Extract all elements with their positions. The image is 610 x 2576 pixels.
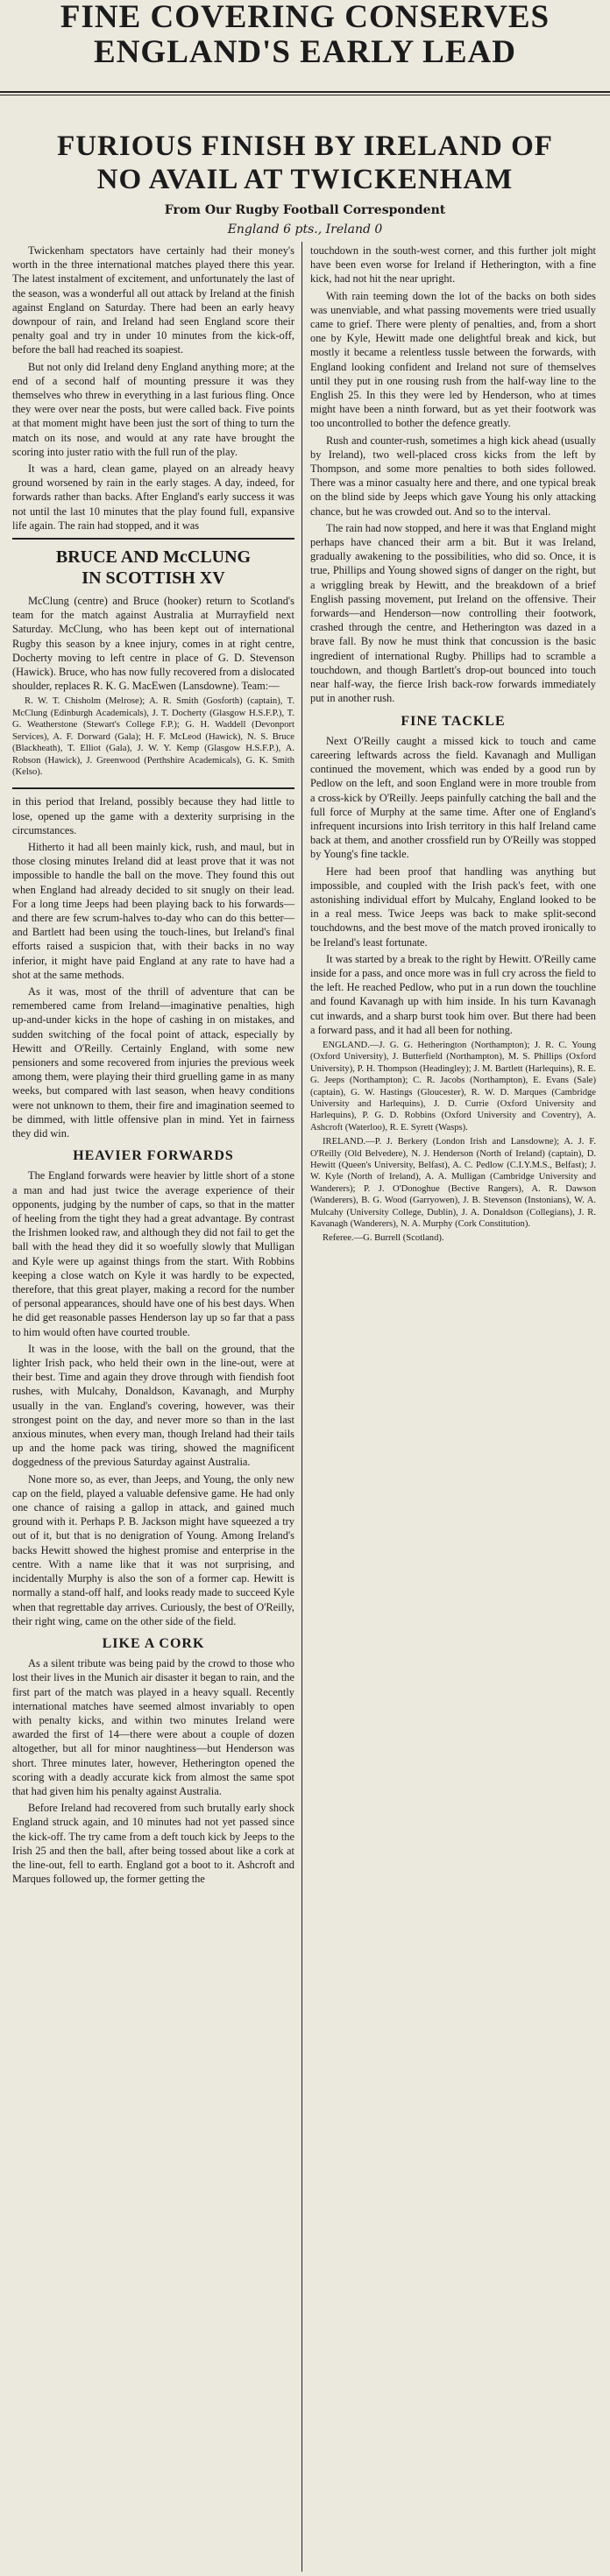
subheadline-line-1: FURIOUS FINISH BY IRELAND OF: [57, 131, 553, 162]
subheading-like-a-cork: LIKE A CORK: [102, 1635, 205, 1651]
paragraph: It was in the loose, with the ball on the ground, that the lighter Irish pack, who held their own in the line-out, were at their best. Time and again they drove through with fiendish foot rushes, with Mulcahy, Donaldson, Kavanagh, and Murphy usually in the van. England's covering, however, was their strongest point on the day, and never more so than in the last anxious minutes, when every man, though Ireland had their tails up and the home pack was tiring, showed the magnificent doggedness of the previous Saturday against Australia.: [12, 1342, 294, 1469]
subheadline: [0, 130, 610, 196]
box-paragraph: McClung (centre) and Bruce (hooker) return to Scotland's team for the match against Australia at Murrayfield next Saturday. McClung, who has been kept out of international Rugby this season by a knee injury, comes in at right centre, Docherty moving to left centre in place of G. D. Stevenson (Hawick). Bruce, who has now fully recovered from a dislocated shoulder, replaces R. K. G. MacEwen (Lansdowne). Team:—: [12, 595, 294, 693]
team-lists: [310, 1040, 596, 1245]
paragraph: Next O'Reilly caught a missed kick to touch and came careering leftwards across the field. Kavanagh and Mulligan continued the movement, which was ended by a good run by Pedlow on the left, and soon England were in more trouble from a cross-kick by O'Reilly. Jeeps painfully catching the ball and the full force of Murphy at the same time. After one of England's infrequent incursions into Irish territory in this half Ireland came back at them, and another crossfield run by O'Reilly was stopped by Young's fine tackle.: [310, 734, 596, 861]
subheading-heavier-forwards: HEAVIER FORWARDS: [73, 1148, 234, 1164]
paragraph: Rush and counter-rush, sometimes a high kick ahead (usually by Ireland), two well-placed cross kicks from the left by Thompson, and some more penalties to both sides followed. There was a minor casualty here and there, and one typical break on the blind side by Jeeps which gave Young his only attacking chance, but he was crowded out. And so to the interval.: [310, 434, 596, 518]
box-title: [12, 547, 294, 589]
paragraph: touchdown in the south-west corner, and this further jolt might have been even worse for Ireland if Hetherington, with a fine kick, had not hit the near upright.: [310, 244, 596, 286]
paragraph: It was started by a break to the right by Hewitt. O'Reilly came inside for a pass, and once more was in full cry across the field to the left. He reached Pedlow, who put in a run down the touchline and found Kavanagh up with him inside. In his turn Kavanagh cut inwards, and a sharp burst took him over. But there had been a forward pass, and it had all been for nothing.: [310, 952, 596, 1036]
team-england: ENGLAND.—J. G. G. Hetherington (Northampton); J. R. C. Young (Oxford University), J. Butterfield (Northampton), M. S. Phillips (Oxford University), P. H. Thompson (Headingley); J. M. Bartlett (Harlequins), R. E. G. Jeeps (Northampton); C. R. Jacobs (Northampton), E. Evans (Sale) (captain), G. W. Hastings (Gloucester), R. W. D. Marques (Cambridge University and Harlequins), J. D. Currie (Oxford University and Harlequins), P. G. D. Robbins (Oxford University and Coventry), A. Ashcroft (Waterloo), R. E. Syrett (Wasps).: [310, 1040, 596, 1133]
box-team-list: R. W. T. Chisholm (Melrose); A. R. Smith (Gosforth) (captain), T. McClung (Edinburgh Academicals), J. T. Docherty (Glasgow H.S.F.P.), T. G. Weatherstone (Stewart's College F.P.); G. H. Waddell (Devonport Services), A. F. Dorward (Gala); H. F. McLeod (Hawick), N. S. Bruce (Blackheath), T. Elliot (Gala), J. W. Y. Kemp (Glasgow H.S.F.P.), A. Robson (Hawick), J. Greenwood (Perthshire Academicals), G. K. Smith (Kelso).: [12, 696, 294, 777]
divider: [0, 91, 610, 93]
paragraph: Before Ireland had recovered from such brutally early shock England struck again, and 10 minutes had not yet passed since the kick-off. The try came from a deft touch kick by Jeeps to the Irish 25 and then the ball, after being tossed about like a cork at the line-out, fell to earth. England got a boot to it. Ashcroft and Marques followed up, the former getting the: [12, 1802, 294, 1886]
paragraph: But not only did Ireland deny England anything more; at the end of a second half of mounting pressure it was they themselves who threw in everything in a last furious fling. Once they were over near the posts, but were called back. Five points at that moment might have been just the sort of thing to turn the match on its nose, and would at any rate have brought the scoring into juster ratio with the full run of the play.: [12, 360, 294, 458]
column-rule: [301, 242, 302, 2572]
headline-line-2: ENGLAND'S EARLY LEAD: [94, 34, 516, 70]
paragraph: It was a hard, clean game, played on an already heavy ground worsened by rain in the early stages. A day, indeed, for forwards rather than backs. After England's early success it was not until the last 10 minutes that the play found full, expansive life again. The rain had stopped, and it was: [12, 462, 294, 532]
referee: Referee.—G. Burrell (Scotland).: [323, 1233, 444, 1244]
paragraph: As it was, most of the thrill of adventure that can be remembered came from Ireland—imaginative penalties, high up-and-under kicks in the hope of cashing in on mistakes, and sudden switching of the focal point of attack, especially by Hewitt and O'Reilly. Certainly England, with some new pensioners and some recovered from injuries the previous week among them, were playing their third gruelling game in as many weeks, but compared with last season, when heavy conditions were not unknown to them, their fire and imagination seemed to be dimmed, with little offensive plan in mind. Yet in fairness they did win.: [12, 985, 294, 1140]
headline-line-1: FINE COVERING CONSERVES: [60, 0, 550, 35]
paragraph: As a silent tribute was being paid by the crowd to those who lost their lives in the Munich air disaster it began to rain, and the first part of the match was played in a heavy squall. Recently international matches have seemed almost invariably to open with penalty kicks, and within two minutes Ireland were awarded the first of 14—there were about a couple of dozen altogether, but all for minor naughtiness—but Henderson was short. Three minutes later, however, Hetherington opened the scoring with a deadly accurate kick from almost the same spot that had given him his penalty against Australia.: [12, 1657, 294, 1797]
right-column: [310, 243, 596, 1247]
paragraph: Hitherto it had all been mainly kick, rush, and maul, but in those closing minutes Ireland did at least prove that it was not impossible to handle the ball on the move. They found this out when England had already decided to sit snugly on their lead. For a long time Jeeps had been playing back to his forwards—and there are few scrum-halves to-day who can do this better—and Bartlett had been using the touch-lines, but Ireland's final efforts raised a suspicion that, with their backs in no way inferior, it might have paid England at any rate to have had a shot at the same methods.: [12, 840, 294, 981]
paragraph: None more so, as ever, than Jeeps, and Young, the only new cap on the field, played a valuable defensive game. He had only one chance of raising a gallop in attack, and gained much ground with it. Perhaps P. B. Jackson might have squeezed a try out of it, but that is no denigration of Young. Among Ireland's backs Hewitt showed the highest promise and enterprise in the centre. With a name like that it was not surprising, and incidentally Murphy is also the son of a former cap. Hewitt is normally a stand-off half, and looks ready made to succeed Kyle when that regrettable day arrives. Curiously, the best of O'Reilly, their right wing, came on the other side of the field.: [12, 1472, 294, 1627]
score-line: England 6 pts., Ireland 0: [227, 222, 383, 236]
paragraph: The rain had now stopped, and here it was that England might perhaps have chanced their arm a bit. But it was Ireland, gradually awakening to the possibilities, who did so. Once, it is true, Phillips and Young showed signs of danger on the right, but a wriggling break by Hewitt, and the breakdown of a brief English passing movement, put Ireland on the offensive. Their forwards—and Henderson—now controlling their footwork, crashed through the centre, and Hetherington was dazed in a brave fall. By now he must think that concussion is the basic ingredient of international Rugby. Phillips had to scramble a touchdown, and though Bartlett's drop-out bounced into touch near half-way, the fierce Irish back-row forwards immediately put in another rush.: [310, 521, 596, 705]
sidebar-box: [12, 538, 294, 789]
box-title-line-2: IN SCOTTISH XV: [82, 568, 225, 589]
paragraph: in this period that Ireland, possibly because they had little to lose, opened up the game with a dexterity surprising in the circumstances.: [12, 795, 294, 836]
subheadline-line-2: NO AVAIL AT TWICKENHAM: [96, 164, 514, 195]
paragraph: The England forwards were heavier by little short of a stone a man and had just twice the average experience of their opponents, judging by the number of caps, so that in the matter of heeling from the tight they had a great advantage. By contrast the Irishmen looked raw, and although they did not fail to get the ball with the head they did it so woefully slowly that Mulligan and Kyle were up against things from the start. With Robbins keeping a close watch on Kyle it was hardly to be expected, therefore, that this great player, making a record for the number of personal appearances, should have one of his best days. When he did get reasonable passes Henderson lay up so far that a pass to him would often have courted trouble.: [12, 1169, 294, 1338]
paragraph: With rain teeming down the lot of the backs on both sides was unenviable, and what passing movements were tried usually came to grief. There were plenty of penalties, and, from a short one by Kyle, Hewitt made one delightful break and kick, but mostly it became a relentless tussle between the forwards, with England looking confident and Ireland not sure of themselves until they put in one rousing rush from the half-way line to the English 25. In this they were led by Henderson, who at times might have been a ninth forward, but as yet their footwork was too uncontrolled to bother the defence greatly.: [310, 289, 596, 430]
box-title-line-1: BRUCE AND McCLUNG: [55, 547, 252, 568]
paragraph: Twickenham spectators have certainly had their money's worth in the three international matches played there this year. The latest instalment of excitement, and unfortunately the last of the season, was a wonderful all out attack by Ireland at the finish against England on Saturday. There had been an early heavy downpour of rain, and Ireland had seen England score their penalty goal and try in under 10 minutes from the kick-off, before the ball had reached its soapiest.: [12, 244, 294, 356]
subheading-fine-tackle: FINE TACKLE: [401, 713, 506, 729]
paragraph: Here had been proof that handling was anything but impossible, and coupled with the Irish pack's feet, with one astonishing individual effort by Mulcahy, England looked to be in a real mess. Twice Jeeps was back to make split-second touchdowns, and the best move of the match proved ironically to be Ireland's least fortunate.: [310, 865, 596, 949]
headline: [0, 0, 610, 70]
left-column: [12, 243, 294, 1888]
team-ireland: IRELAND.—P. J. Berkery (London Irish and Lansdowne); A. J. F. O'Reilly (Old Belvedere), N. J. Henderson (North of Ireland) (captain), D. Hewitt (Queen's University, Belfast), A. C. Pedlow (C.I.Y.M.S., Belfast); J. W. Kyle (North of Ireland), A. A. Mulligan (Cambridge University and Wanderers); P. J. O'Donoghue (Bective Rangers), A. R. Dawson (Wanderers), B. G. Wood (Garryowen), J. B. Stevenson (Instonians), W. A. Mulcahy (University College, Dublin), J. A. Donaldson (Collegians), J. R. Kavanagh (Wanderers), N. A. Murphy (Cork Constitution).: [310, 1137, 596, 1230]
byline: From Our Rugby Football Correspondent: [164, 203, 446, 217]
